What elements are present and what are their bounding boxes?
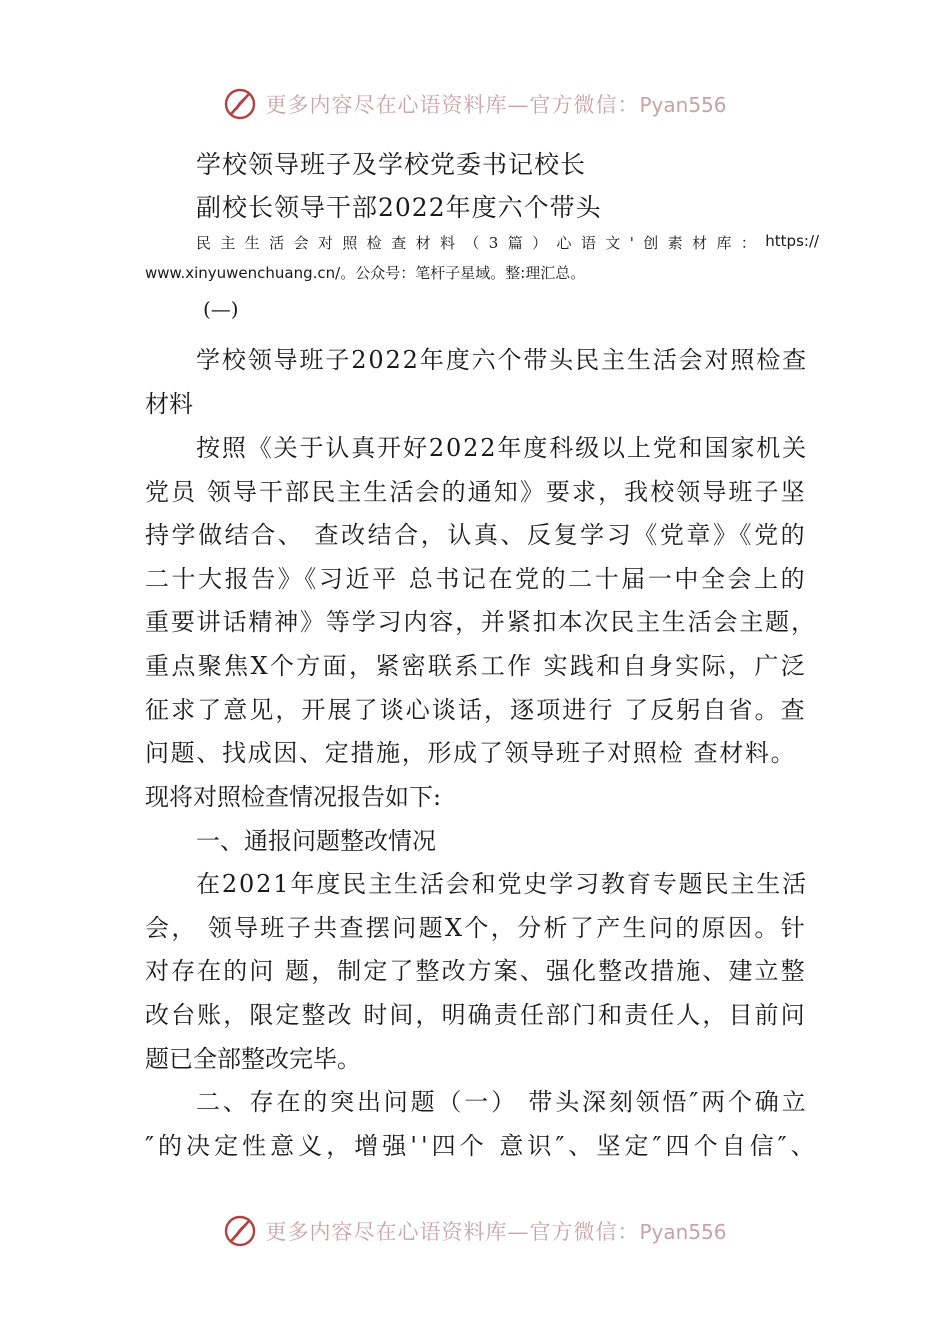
body-line: 重要讲话精神》等学习内容，并紧扣本次民主生活会主题，: [145, 608, 817, 636]
quill-logo-icon: [223, 1214, 257, 1248]
doc-title-line-2: 副校长领导干部2022年度六个带头: [196, 193, 602, 222]
body-line: 材料: [145, 390, 193, 418]
source-note-line-1: [196, 232, 820, 253]
watermark-text: 更多内容尽在心语资料库—官方微信：: [265, 93, 640, 117]
body-line: 现将对照检查情况报告如下:: [145, 783, 442, 811]
body-line: 重点聚焦X个方面，紧密联系工作 实践和自身实际，广泛: [145, 652, 808, 680]
watermark-wechat-id: Pyan556: [639, 1220, 727, 1244]
body-line: 学校领导班子2022年度六个带头民主生活会对照检查: [196, 346, 808, 374]
watermark-banner-bottom: [0, 1211, 950, 1251]
watermark-text: 更多内容尽在心语资料库—官方微信：: [265, 1220, 640, 1244]
body-line: 党员 领导干部民主生活会的通知》要求，我校领导班子坚: [145, 478, 807, 506]
body-line: 问题、找成因、定措施，形成了领导班子对照检 查材料。: [145, 739, 797, 767]
body-line: 改台账，限定整改 时间，明确责任部门和责任人，目前问: [145, 1001, 807, 1029]
watermark-wechat-id: Pyan556: [639, 93, 727, 117]
body-line: 持学做结合、 查改结合，认真、反复学习《党章》《党的: [145, 521, 808, 549]
body-line: 对存在的问 题，制定了整改方案、强化整改措施、建立整: [145, 957, 807, 985]
body-line: 在2021年度民主生活会和党史学习教育专题民主生活: [196, 870, 808, 898]
body-line: 按照《关于认真开好2022年度科级以上党和国家机关: [196, 434, 808, 462]
body-line: 会， 领导班子共查摆问题X个，分析了产生问的原因。针: [145, 914, 808, 942]
source-note-line-2: www.xinyuwenchuang.cn/。公众号：笔杆子星域。整:理汇总。: [145, 264, 586, 282]
body-line: ″的决定性意义，增强''四个 意识″、坚定″四个自信″、: [145, 1132, 819, 1160]
source-note-text: 民主生活会对照检查材料（3篇）心语文'创素材库：: [196, 234, 766, 252]
quill-logo-icon: [223, 87, 257, 121]
body-line: 二十大报告》《习近平 总书记在党的二十届一中全会上的: [145, 565, 808, 593]
watermark-banner-top: [0, 84, 950, 124]
body-line: 二、存在的突出问题（一） 带头深刻领悟″两个确立: [196, 1088, 809, 1116]
section-heading: 一、通报问题整改情况: [196, 827, 436, 855]
source-url-start: https://: [765, 232, 820, 250]
doc-title-line-1: 学校领导班子及学校党委书记校长: [196, 150, 587, 179]
section-marker: (—): [203, 297, 239, 321]
body-line: 征求了意见，开展了谈心谈话，逐项进行 了反躬自省。查: [145, 696, 807, 724]
body-line: 题已全部整改完毕。: [145, 1045, 361, 1073]
